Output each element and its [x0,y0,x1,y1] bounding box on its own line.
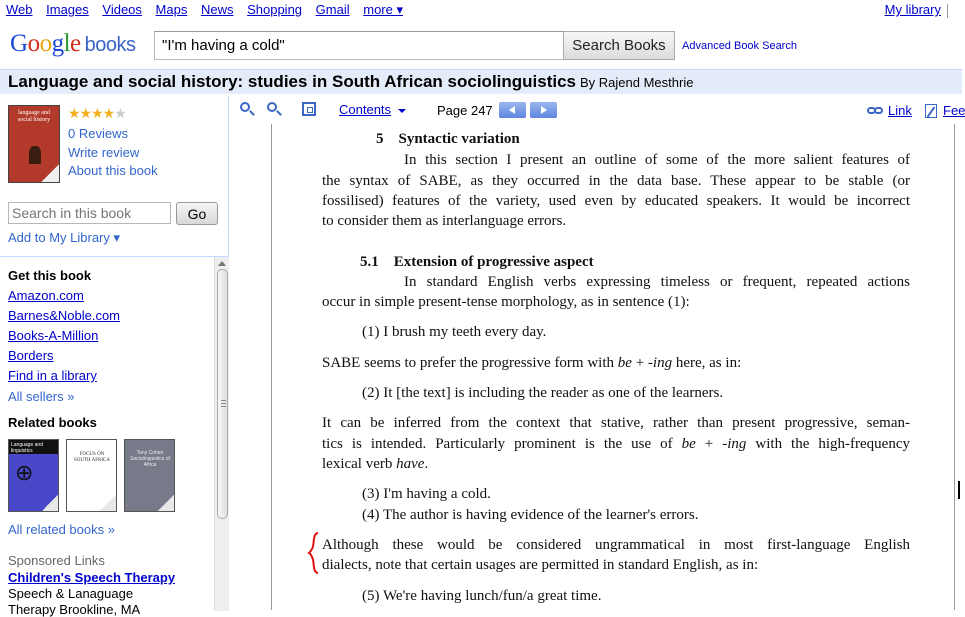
related-book-title: Language and linguistics [9,440,58,454]
book-page-viewer[interactable] [230,124,962,610]
seller-borders[interactable]: Borders [8,348,54,363]
fullscreen-icon[interactable] [302,102,316,116]
go-button[interactable]: Go [176,202,218,225]
logo-letter: o [39,30,52,57]
left-sidebar [0,96,229,617]
nav-videos[interactable]: Videos [102,2,142,17]
related-book-cover[interactable] [8,439,59,512]
paragraph-line: In standard English verbs expressing timeless or frequent, repeated actions [404,274,910,290]
subsection-title: Extension of progressive aspect [393,254,594,270]
advanced-search-link[interactable]: Advanced Book Search [682,40,797,52]
nav-web[interactable]: Web [6,2,33,17]
top-nav [0,0,962,22]
link-icon[interactable] [867,107,883,115]
nav-images[interactable]: Images [46,2,89,17]
text-run: tics is intended. Particularly prominent is the use of [322,436,682,452]
feedback-button[interactable]: Fee [943,103,965,118]
paragraph-line: the syntax of SABE, as they occurred in the data base. These appear to be stable (or [322,173,910,189]
related-books-heading: Related books [8,415,97,430]
subsection-heading [360,252,948,272]
ad-line-2: Therapy Brookline, MA [8,602,141,617]
paragraph-line [322,454,910,474]
paragraph-line [322,353,910,373]
related-book-cover[interactable] [124,439,175,512]
arrow-left-icon [509,106,515,114]
logo-letter: g [51,30,64,57]
paragraph-line: It can be inferred from the context that stative, rather than present progressive, seman- [322,415,910,431]
logo-books: books [84,34,136,56]
page-curl-icon [100,495,116,511]
paragraph-line: In this section I present an outline of some of the more salient features of [404,152,910,168]
section-title: Syntactic variation [398,131,520,147]
grip-line [221,403,226,404]
text-cursor-icon [958,481,960,499]
star-icon-filled: ★★★★ [68,105,115,121]
seller-amazon[interactable]: Amazon.com [8,288,84,303]
get-this-book-heading: Get this book [8,268,92,283]
book-title-wrap [8,72,693,92]
feedback-icon[interactable] [925,104,937,118]
logo-letter: l [63,30,71,57]
all-sellers-link[interactable]: All sellers » [8,389,75,404]
text-run-italic: be [681,436,696,452]
header [0,22,962,66]
search-input[interactable] [154,31,564,60]
cover-symbol: ⊕ [15,460,34,485]
text-run: + [631,355,648,371]
text-run: here, as in: [672,355,742,371]
related-book-title: FOCUS ON SOUTH AFRICA [74,452,110,463]
cover-text: language and social history [17,110,51,123]
nav-gmail[interactable]: Gmail [315,2,350,17]
page-number: Page 247 [437,103,493,118]
paragraph-line: to consider them as interlanguage errors. [322,213,567,229]
grip-line [221,406,226,407]
logo-letter: o [27,30,40,57]
paragraph-line [322,434,910,454]
magnifier-handle [276,110,282,116]
book-byline: By Rajend Mesthrie [580,75,694,90]
section-number: 5 [376,131,384,147]
seller-books-a-million[interactable]: Books-A-Million [8,328,99,343]
example-sentence: (2) It [the text] is including the reader as one of the learners. [362,385,724,401]
example-sentence: (5) We're having lunch/fun/a great time. [362,588,602,604]
nav-links [6,2,413,18]
text-run-italic: -ing [647,355,673,371]
text-run: . [424,456,429,472]
previous-page-button[interactable] [499,102,526,118]
page-border-left [271,124,272,610]
reviews-link[interactable]: 0 Reviews [68,126,128,141]
text-run: SABE seems to prefer the progressive form with [322,355,618,371]
star-icon-empty: ★ [114,105,126,121]
seller-barnes-noble[interactable]: Barnes&Noble.com [8,308,120,323]
book-title: Language and social history: studies in South African sociolinguistics [8,72,577,91]
book-title-bar [0,69,962,94]
paragraph-line: dialects, note that certain usages are permitted in standard English, as in: [322,557,759,573]
highlight-bracket-icon [308,532,320,574]
paragraph-line: occur in simple present-tense morphology, as in sentence (1): [322,294,690,310]
search-books-button[interactable]: Search Books [563,31,675,60]
about-book-link[interactable]: About this book [68,163,158,178]
magnifier-handle [249,110,255,116]
chevron-down-icon[interactable] [398,109,406,113]
contents-dropdown[interactable]: Contents [339,102,392,117]
nav-separator [947,4,948,18]
subsection-number: 5.1 [360,254,379,270]
zoom-in-icon[interactable] [267,102,283,118]
text-run-italic: -ing [722,436,747,452]
text-run: lexical verb [322,456,397,472]
text-run: + [695,436,723,452]
nav-shopping[interactable]: Shopping [247,2,303,17]
grip-line [221,400,226,401]
rating-stars [68,105,126,122]
example-sentence: (3) I'm having a cold. [362,486,491,502]
text-run: with the high-frequency [746,436,910,452]
next-page-button[interactable] [530,102,557,118]
cover-figure [29,146,41,164]
my-library-link[interactable] [885,2,948,18]
my-library-label[interactable]: My library [884,2,941,17]
logo-letter: G [10,30,28,57]
page-border-right [954,124,955,610]
text-run-italic: be [617,355,632,371]
ad-title-link[interactable]: Children's Speech Therapy [8,570,176,585]
book-cover-thumbnail[interactable] [8,105,60,183]
scroll-up-arrow[interactable] [218,261,226,266]
sidebar-scrollbar[interactable] [214,257,229,611]
section-heading [376,129,964,149]
page-curl-icon [41,164,59,182]
link-button[interactable]: Link [888,103,912,118]
chain-loop [874,107,883,114]
sidebar-scroll-area [0,256,229,617]
zoom-out-icon[interactable] [240,102,256,118]
viewer-toolbar [230,96,965,124]
all-related-books-link[interactable]: All related books » [8,522,115,537]
page-curl-icon [42,495,58,511]
search-in-book-input[interactable] [8,202,171,224]
nav-maps[interactable]: Maps [155,2,188,17]
example-sentence: (4) The author is having evidence of the learner's errors. [362,507,699,523]
nav-more[interactable]: more ▾ [363,2,404,17]
ad-line-1: Speech & Lanaguage [8,586,134,601]
paragraph-line: fossilised) features of the variety, used even by educated speakers. It would be incorrect [322,193,910,209]
nav-news[interactable]: News [200,2,234,17]
arrow-right-icon [541,106,547,114]
sponsored-links-heading: Sponsored Links [8,553,105,568]
related-book-cover[interactable] [66,439,117,512]
logo-letter: e [70,30,81,57]
paragraph-line: Although these would be considered ungrammatical in most first-language English [322,537,910,553]
page-curl-icon [158,495,174,511]
text-run-italic: have [396,456,425,472]
find-in-library-link[interactable]: Find in a library [8,368,97,383]
scrollbar-thumb[interactable] [217,269,228,519]
google-books-logo[interactable] [10,30,136,58]
write-review-link[interactable]: Write review [68,145,140,160]
example-sentence: (1) I brush my teeth every day. [362,324,547,340]
add-to-library-link[interactable]: Add to My Library ▾ [8,230,121,245]
related-book-title: Tony Cohen Sociolinguistics of Africa [130,450,170,468]
